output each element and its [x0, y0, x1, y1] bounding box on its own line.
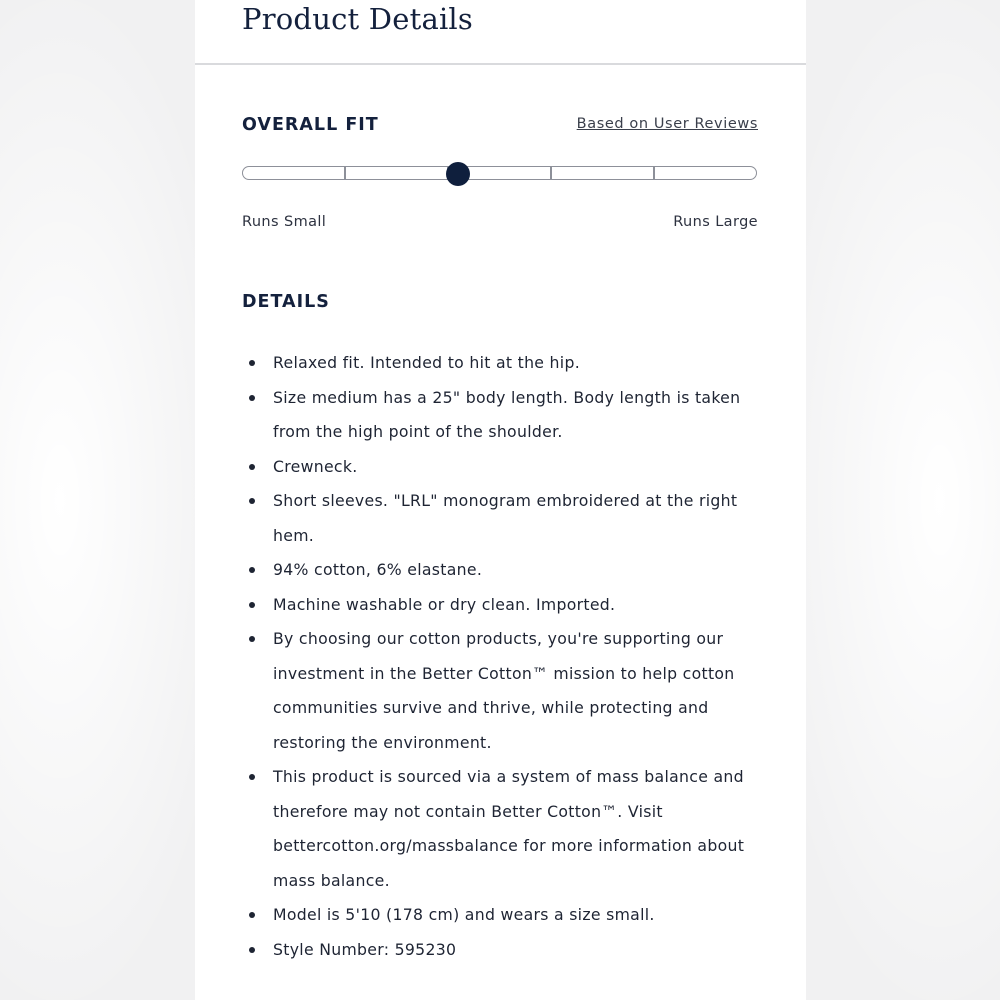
details-list [242, 346, 762, 967]
fit-scale-tick [550, 166, 552, 180]
details-list-item: Machine washable or dry clean. Imported. [242, 588, 762, 623]
details-list-item: Size medium has a 25" body length. Body length is taken from the high point of the shoulder. [242, 381, 762, 450]
details-list-item: This product is sourced via a system of mass balance and therefore may not contain Better Cotton™. Visit bettercotton.org/massbalance for more information about mass balance. [242, 760, 762, 898]
fit-scale-tick [653, 166, 655, 180]
fit-min-label: Runs Small [242, 214, 327, 230]
details-list-item: By choosing our cotton products, you're supporting our investment in the Better Cotton™ mission to help cotton communities survive and thrive, while protecting and restoring the environment. [242, 622, 762, 760]
title-divider [195, 63, 806, 65]
details-list-item: Model is 5'10 (178 cm) and wears a size small. [242, 898, 762, 933]
details-list-item: Style Number: 595230 [242, 933, 762, 968]
details-heading: DETAILS [242, 292, 330, 312]
fit-indicator-handle [446, 162, 470, 186]
fit-max-label: Runs Large [673, 214, 758, 230]
fit-scale-tick [344, 166, 346, 180]
page-title: Product Details [242, 2, 473, 36]
details-list-item: Crewneck. [242, 450, 762, 485]
overall-fit-heading: OVERALL FIT [242, 115, 379, 135]
details-list-item: Short sleeves. "LRL" monogram embroidered at the right hem. [242, 484, 762, 553]
details-list-item: Relaxed fit. Intended to hit at the hip. [242, 346, 762, 381]
fit-scale-track [242, 166, 757, 180]
based-on-user-reviews-link[interactable]: Based on User Reviews [576, 116, 758, 132]
product-details-panel [195, 0, 806, 1000]
details-list-item: 94% cotton, 6% elastane. [242, 553, 762, 588]
